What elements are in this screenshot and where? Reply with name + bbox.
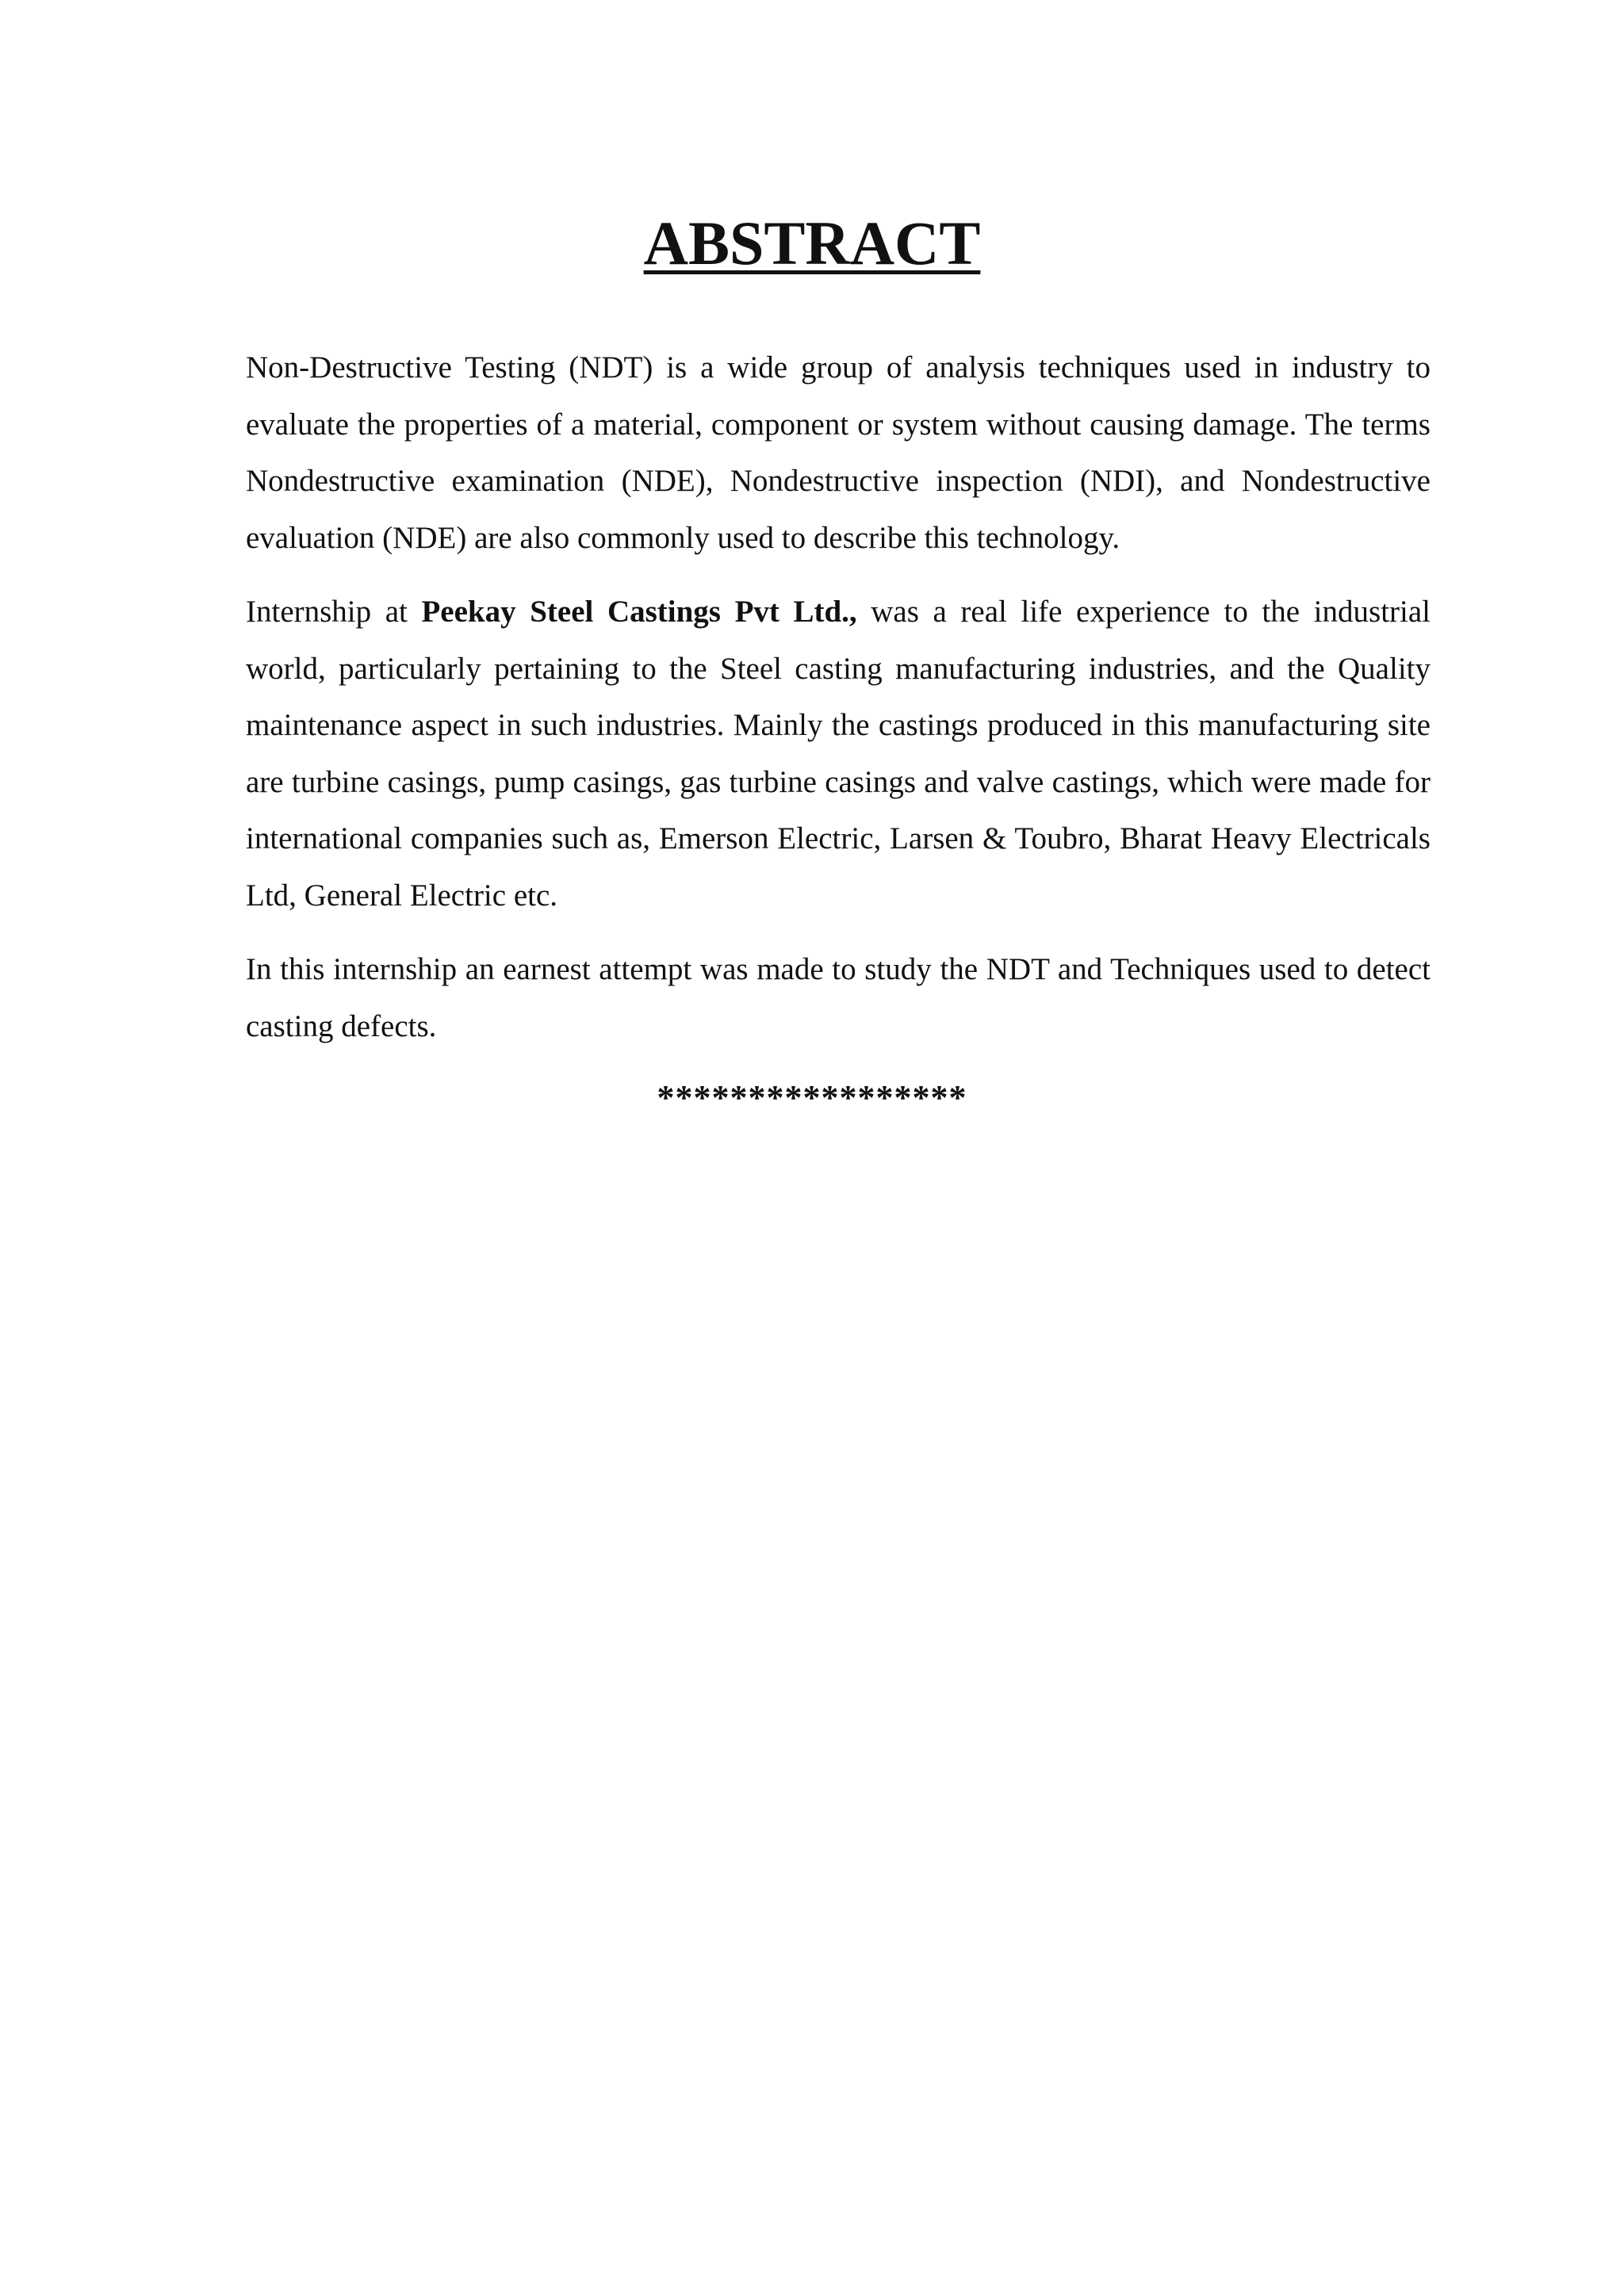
paragraph-internship-rest: was a real life experience to the industrial world, particularly pertaining to the Steel casting manufacturing industries, and the Quality maintenance aspect in such industries. Mainly the castings produced in this manufacturing site are turbine casings, pump casings, gas turbine casings and valve castings, which were made for international companies such as, Emerson Electric, Larsen & Toubro, Bharat Heavy Electricals Ltd, General Electric etc. bbox=[246, 595, 1431, 913]
paragraph-objective: In this internship an earnest attempt was made to study the NDT and Techniques used to detect casting defects. bbox=[246, 952, 1431, 1043]
company-name: Peekay Steel Castings Pvt Ltd., bbox=[421, 595, 857, 629]
abstract-body bbox=[246, 339, 1431, 1072]
paragraph-internship-intro: Internship at bbox=[246, 595, 422, 629]
page-title bbox=[0, 208, 1624, 279]
paragraph-internship bbox=[246, 584, 1431, 924]
paragraph-ndt-definition: Non-Destructive Testing (NDT) is a wide group of analysis techniques used in industry to evaluate the properties of a material, component or system without causing damage. The terms Nondestructive examination (NDE), Nondestructive inspection (NDI), and Nondestructive evaluation (NDE) are also commonly used to describe this technology. bbox=[246, 350, 1431, 555]
page-title-text: ABSTRACT bbox=[643, 209, 981, 277]
separator-stars: ***************** bbox=[657, 1078, 967, 1117]
